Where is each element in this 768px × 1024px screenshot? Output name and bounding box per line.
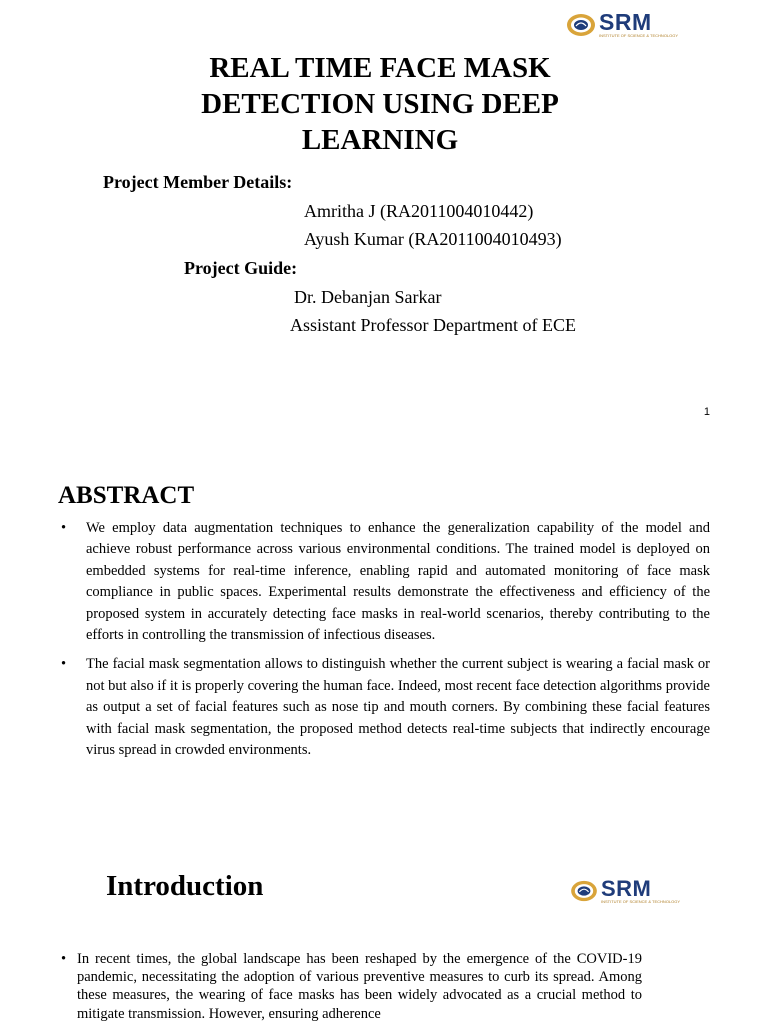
- list-item: [58, 654, 710, 761]
- bullet-icon: •: [61, 951, 67, 967]
- abstract-heading: ABSTRACT: [58, 482, 195, 509]
- srm-emblem-icon: [566, 13, 596, 37]
- page-number: 1: [703, 406, 710, 418]
- logo-text: SRM: [601, 876, 652, 901]
- logo-subtext: INSTITUTE OF SCIENCE & TECHNOLOGY: [599, 33, 679, 38]
- logo-text: SRM: [599, 9, 652, 35]
- abstract-text: We employ data augmentation techniques to enhance the generalization capability of the model and achieve robust performance across various environmental conditions. The trained model is deployed on embedded systems for real-time inference, enabling rapid and automated monitoring of face mask compliance in public spaces. Experimental results demonstrate the effectiveness and efficiency of the proposed system in accurately detecting face masks in real-world scenarios, thereby contributing to the efforts in controlling the transmission of infectious diseases.: [86, 520, 710, 644]
- introduction-text: In recent times, the global landscape has been reshaped by the emergence of the COVID-19 pandemic, necessitating the adoption of various preventive measures to curb its spread. Among these measures, the wearing of face masks has been widely advocated as a crucial method to mitigate transmission. However, ensuring adherence: [77, 951, 642, 1022]
- bullet-icon: •: [61, 656, 67, 673]
- bullet-icon: •: [61, 520, 67, 536]
- abstract-text: The facial mask segmentation allows to distinguish whether the current subject is wearing a facial mask or not but also if it is properly covering the human face. Indeed, most recent face detection algorithms provide as output a set of facial features such as nose tip and mouth corners. By combining these facial features with facial mask segmentation, the proposed method detects real-time subjects that indirectly encourage virus spread in crowded environments.: [86, 656, 710, 759]
- guide-heading: Project Guide:: [184, 258, 298, 278]
- members-heading: Project Member Details:: [103, 172, 293, 192]
- introduction-heading: Introduction: [106, 870, 264, 902]
- list-item: [58, 518, 710, 646]
- guide-name: Dr. Debanjan Sarkar: [294, 287, 442, 307]
- title-slide: [0, 0, 768, 452]
- srm-emblem-icon: [570, 880, 598, 902]
- srm-logo: [570, 878, 680, 904]
- title-line: REAL TIME FACE MASK: [209, 52, 551, 84]
- guide-title: Assistant Professor Department of ECE: [290, 315, 576, 335]
- abstract-slide: [0, 452, 768, 852]
- title-line: LEARNING: [301, 124, 459, 156]
- logo-subtext: INSTITUTE OF SCIENCE & TECHNOLOGY: [601, 899, 681, 904]
- introduction-slide: [0, 852, 768, 1024]
- abstract-list: [58, 518, 710, 769]
- introduction-list: [58, 950, 642, 1023]
- list-item: [58, 950, 642, 1023]
- member-name: Ayush Kumar (RA2011004010493): [304, 229, 562, 249]
- title-line: DETECTION USING DEEP: [201, 88, 559, 120]
- srm-logo: [566, 11, 678, 38]
- page-title: [150, 50, 610, 158]
- member-name: Amritha J (RA2011004010442): [304, 201, 534, 221]
